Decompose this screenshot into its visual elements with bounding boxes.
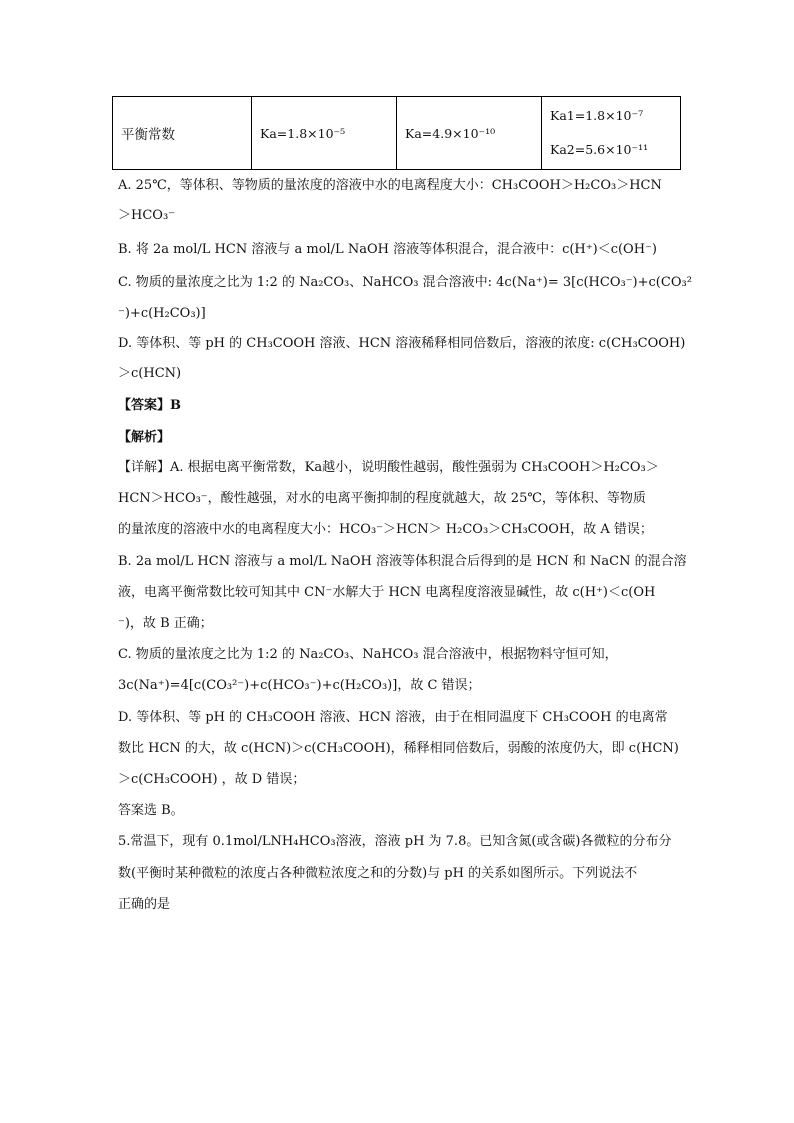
analysis-line: D. 等体积、等 pH 的 CH₃COOH 溶液、HCN 溶液，由于在相同温度下 CH₃COOH 的电离常 [118, 710, 668, 725]
option-c-line2: ⁻)+c(H₂CO₃)] [118, 306, 206, 321]
analysis-line: ⁻)，故 B 正确； [118, 616, 213, 631]
row-label: 平衡常数 [113, 97, 252, 170]
option-d-line2: ＞c(HCN) [118, 366, 182, 381]
ka1-value: Ka1=1.8×10⁻⁷ [550, 108, 644, 123]
analysis-line: 液，电离平衡常数比较可知其中 CN⁻水解大于 HCN 电离程度溶液显碱性，故 c(H⁺)＜c(OH [118, 585, 656, 600]
analysis-line: 的量浓度的溶液中水的电离程度大小：HCO₃⁻＞HCN＞ H₂CO₃＞CH₃COOH，故 A 错误； [118, 522, 653, 537]
option-c-line1: C. 物质的量浓度之比为 1:2 的 Na₂CO₃、NaHCO₃ 混合溶液中: 4c(Na⁺)= 3[c(HCO₃⁻)+c(CO₃² [118, 275, 692, 290]
ka2-value: Ka2=5.6×10⁻¹¹ [550, 142, 649, 157]
analysis-line: C. 物质的量浓度之比为 1:2 的 Na₂CO₃、NaHCO₃ 混合溶液中，根据物料守恒可知， [118, 647, 618, 662]
question5-line: 数(平衡时某种微粒的浓度占各种微粒浓度之和的分数)与 pH 的关系如图所示。下列说法不 [118, 866, 638, 881]
question5-line: 5.常温下，现有 0.1mol/LNH₄HCO₃溶液，溶液 pH 为 7.8。已知含氮(或含碳)各微粒的分布分 [118, 834, 672, 849]
analysis-line: HCN＞HCO₃⁻，酸性越强，对水的电离平衡抑制的程度就越大，故 25℃，等体积、等物质 [118, 491, 646, 506]
table-row [113, 97, 681, 170]
equilibrium-constant-table [112, 96, 681, 170]
analysis-line: 数比 HCN 的大，故 c(HCN)＞c(CH₃COOH)，稀释相同倍数后，弱酸的浓度仍大，即 c(HCN) [118, 741, 679, 756]
analysis-line: 【详解】A. 根据电离平衡常数，Ka越小，说明酸性越弱，酸性强弱为 CH₃COOH＞H₂CO₃＞ [118, 460, 659, 475]
analysis-line: B. 2a mol/L HCN 溶液与 a mol/L NaOH 溶液等体积混合后得到的是 HCN 和 NaCN 的混合溶 [118, 554, 687, 569]
option-a-line1: A. 25℃，等体积、等物质的量浓度的溶液中水的电离程度大小：CH₃COOH＞H₂CO₃＞HCN [118, 178, 662, 193]
option-b: B. 将 2a mol/L HCN 溶液与 a mol/L NaOH 溶液等体积混合，混合液中：c(H⁺)＜c(OH⁻) [118, 242, 657, 257]
analysis-line: ＞c(CH₃COOH) ，故 D 错误； [118, 772, 306, 787]
analysis-line: 答案选 B。 [118, 803, 184, 818]
ka-acetic-cell: Ka=1.8×10⁻⁵ [252, 97, 397, 170]
question5-line: 正确的是 [118, 897, 171, 912]
analysis-heading: 【解析】 [118, 430, 171, 445]
answer: 【答案】B [118, 398, 181, 413]
option-a-line2: ＞HCO₃⁻ [118, 208, 176, 223]
analysis-line: 3c(Na⁺)=4[c(CO₃²⁻)+c(HCO₃⁻)+c(H₂CO₃)]，故 C 错误； [118, 678, 481, 693]
option-d-line1: D. 等体积、等 pH 的 CH₃COOH 溶液、HCN 溶液稀释相同倍数后，溶液的浓度: c(CH₃COOH) [118, 336, 686, 351]
ka-hcn-cell: Ka=4.9×10⁻¹⁰ [397, 97, 542, 170]
ka-carbonic-cell [542, 97, 681, 170]
